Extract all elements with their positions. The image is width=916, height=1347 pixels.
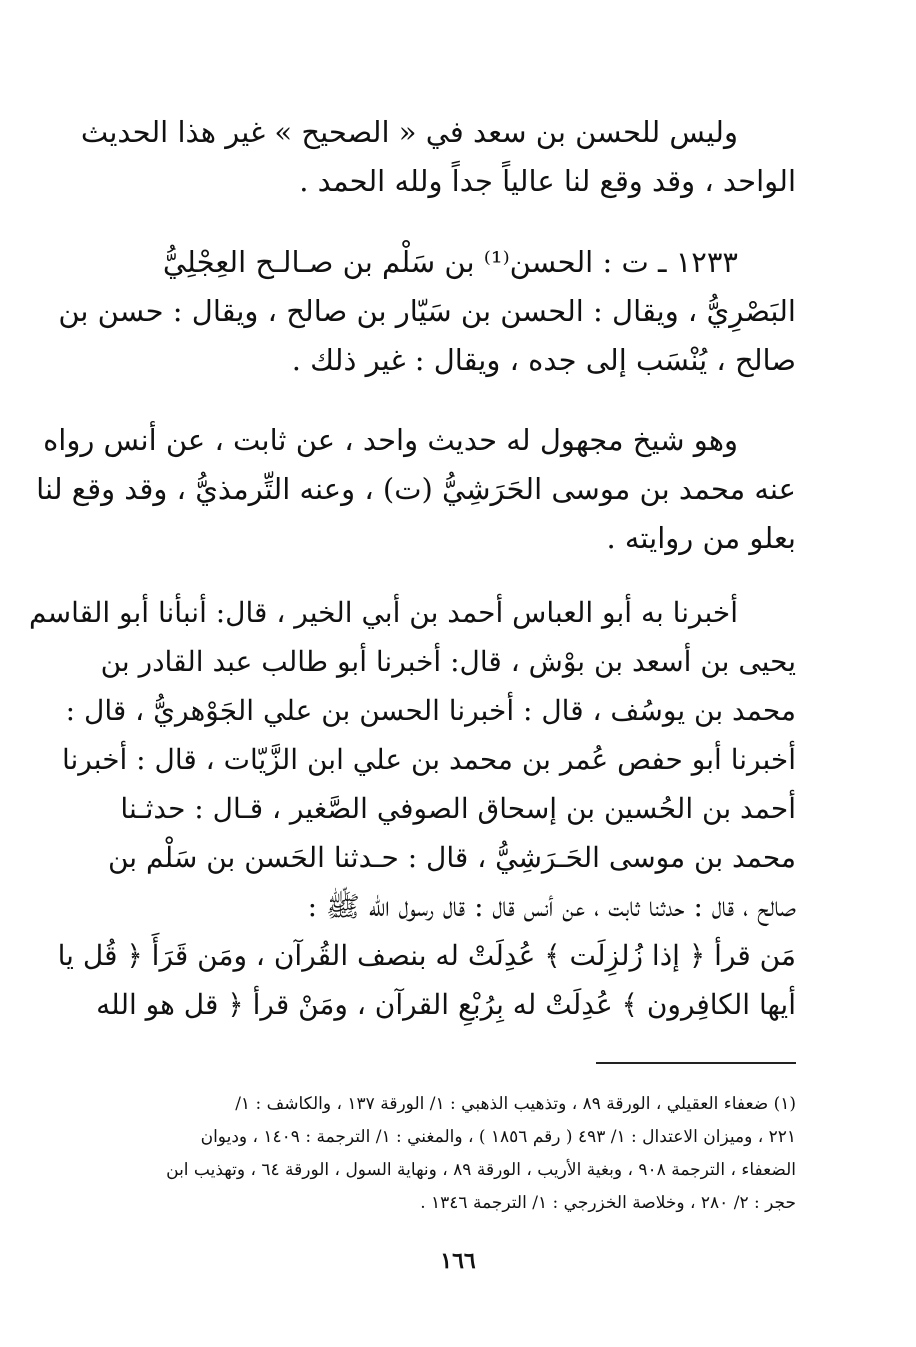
paragraph-1 xyxy=(80,108,796,206)
paragraph-line: صالح ، قال : حدثنا ثابت ، عن أنس قال : قال رسول الله ﷺ : xyxy=(307,890,796,923)
paragraph-line: يحيى بن أسعد بن بوْش ، قال: أخبرنا أبو طالب عبد القادر بن xyxy=(100,645,796,678)
entry-heading-line: ١٢٣٣ ـ ت : الحسن⁽¹⁾ بن سَلْم بن صـالـح العِجْلِيُّ xyxy=(162,245,738,279)
paragraph-line: محمد بن يوسُف ، قال : أخبرنا الحسن بن علي الجَوْهريُّ ، قال : xyxy=(65,694,796,727)
footnote-line: ٢٢١ ، وميزان الاعتدال : ١/ ٤٩٣ ( رقم ١٨٥٦ ) ، والمغني : ١/ الترجمة : ١٤٠٩ ، وديوان xyxy=(200,1127,796,1147)
paragraph-line: عنه محمد بن موسى الحَرَشِيُّ (ت) ، وعنه التِّرمذيُّ ، وقد وقع لنا xyxy=(36,472,796,506)
paragraph-line: صالح ، يُنْسَب إلى جده ، ويقال : غير ذلك . xyxy=(291,343,796,377)
footnotes xyxy=(104,1088,796,1220)
paragraph-line: أخبرنا به أبو العباس أحمد بن أبي الخير ، قال: أنبأنا أبو القاسم xyxy=(29,596,738,629)
paragraph-line: الواحد ، وقد وقع لنا عالياً جداً ولله الحمد . xyxy=(299,164,796,198)
biography-entry-1233 xyxy=(58,238,796,385)
hadith-chain-paragraph xyxy=(29,588,796,1029)
footnote-line: الضعفاء ، الترجمة ٩٠٨ ، وبغية الأريب ، الورقة ٨٩ ، ونهاية السول ، الورقة ٦٤ ، وتهذيب ابن xyxy=(166,1160,796,1180)
paragraph-line: أحمد بن الحُسين بن إسحاق الصوفي الصَّغير ، قـال : حدثـنا xyxy=(120,792,796,825)
footnote-line: حجر : ٢/ ٢٨٠ ، وخلاصة الخزرجي : ١/ الترجمة ١٣٤٦ . xyxy=(420,1193,796,1213)
paragraph-line: وليس للحسن بن سعد في « الصحيح » غير هذا الحديث xyxy=(80,115,738,149)
paragraph-line: أخبرنا أبو حفص عُمر بن محمد بن علي ابن الزَّيّات ، قال : أخبرنا xyxy=(61,743,796,776)
paragraph-line: وهو شيخ مجهول له حديث واحد ، عن ثابت ، عن أنس رواه xyxy=(43,423,738,457)
paragraph-line: محمد بن موسى الحَـرَشِيُّ ، قال : حـدثنا الحَسن بن سَلْم بن xyxy=(107,841,796,874)
footnote-divider xyxy=(596,1062,796,1064)
paragraph-3 xyxy=(36,416,796,563)
paragraph-line: مَن قرأ ﴿ إذا زُلزِلَت ﴾ عُدِلَتْ له بنصف القُرآن ، ومَن قَرَأَ ﴿ قُل يا xyxy=(57,939,796,972)
paragraph-line: أيها الكافِرون ﴾ عُدِلَتْ له بِرُبْعِ القرآن ، ومَنْ قرأ ﴿ قل هو الله xyxy=(96,988,796,1021)
paragraph-line: البَصْرِيُّ ، ويقال : الحسن بن سَيّار بن صالح ، ويقال : حسن بن xyxy=(58,294,796,328)
paragraph-line: بعلو من روايته . xyxy=(606,521,796,555)
page-number: ١٦٦ xyxy=(440,1248,476,1274)
footnote-line: (١) ضعفاء العقيلي ، الورقة ٨٩ ، وتذهيب الذهبي : ١/ الورقة ١٣٧ ، والكاشف : ١/ xyxy=(235,1094,796,1114)
